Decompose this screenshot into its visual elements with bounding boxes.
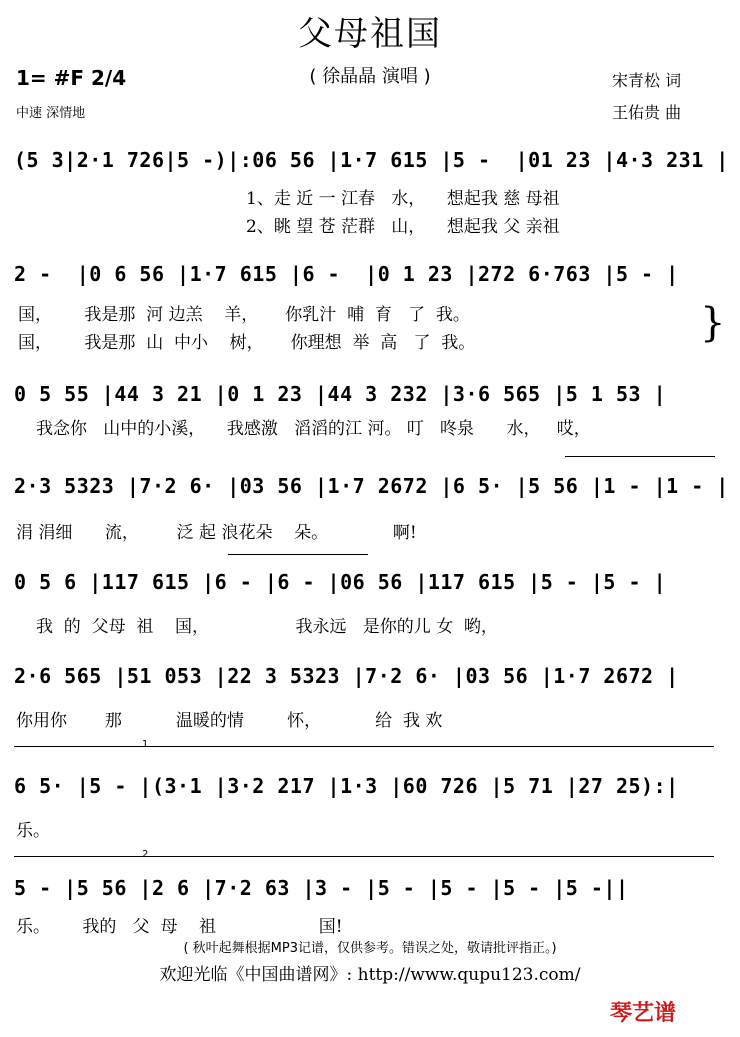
score-row-4-notes: 2·3 5323 |7·2 6· |03 56 |1·7 2672 |6 5· |5 56 |1 - |1 - | <box>14 474 729 498</box>
score-row-4-lyric: 涓 涓细 流， 泛 起 浪花朵 朵。 啊! <box>16 523 417 543</box>
verse-brace: } <box>700 300 726 346</box>
site-link[interactable]: 欢迎光临《中国曲谱网》: http://www.qupu123.com/ <box>159 965 581 985</box>
key-signature: 1= #F 2/4 <box>16 66 127 90</box>
score-row-8-notes: 5 - |5 56 |2 6 |7·2 63 |3 - |5 - |5 - |5 - |5 -|| <box>14 876 629 900</box>
song-title: 父母祖国 <box>298 14 442 54</box>
transcription-note: ( 秋叶起舞根据MP3记谱，仅供参考。错误之处，敬请批评指正。) <box>183 941 557 956</box>
score-row-1-notes: (5 3|2·1 726|5 -)|:06 56 |1·7 615 |5 - |01 23 |4·3 231 | <box>14 148 729 172</box>
score-row-7-notes: 6 5· |5 - |(3·1 |3·2 217 |1·3 |60 726 |5 71 |27 25):| <box>14 774 679 798</box>
score-row-2-lyric-1: 国， 我是那 河 边羔 羊， 你乳汁 哺 育 了 我。 <box>18 305 470 325</box>
score-row-3-lyric: 我念你 山中的小溪， 我感激 滔滔的江 河。 叮 咚泉 水， 哎， <box>36 419 591 439</box>
volta-2-bracket <box>14 856 714 857</box>
score-row-6-lyric: 你用你 那 温暖的情 怀， 给 我 欢 <box>16 711 443 731</box>
volta-1-bracket <box>14 746 714 747</box>
score-row-2-lyric-2: 国， 我是那 山 中小 树， 你理想 举 高 了 我。 <box>18 333 476 353</box>
performer: ( 徐晶晶 演唱 ) <box>309 66 431 87</box>
score-row-1-lyric-2: 2、眺 望 苍 茫群 山， 想起我 父 亲祖 <box>246 217 560 237</box>
volta-2-label: 2 <box>142 849 149 860</box>
score-row-7-lyric: 乐。 <box>16 821 50 841</box>
score-row-8-lyric: 乐。 我的 父 母 祖 国! <box>16 917 343 937</box>
score-row-3-notes: 0 5 55 |44 3 21 |0 1 23 |44 3 232 |3·6 565 |5 1 53 | <box>14 382 667 406</box>
slur-line <box>565 456 715 457</box>
slur-line <box>228 554 368 555</box>
score-row-6-notes: 2·6 565 |51 053 |22 3 5323 |7·2 6· |03 56 |1·7 2672 | <box>14 664 679 688</box>
lyricist-credit: 宋青松 词 <box>612 71 682 90</box>
volta-1-label: 1 <box>142 739 149 750</box>
score-row-1-lyric-1: 1、走 近 一 江春 水， 想起我 慈 母祖 <box>246 189 560 209</box>
score-row-2-notes: 2 - |0 6 56 |1·7 615 |6 - |0 1 23 |272 6·763 |5 - | <box>14 262 679 286</box>
tempo-marking: 中速 深情地 <box>16 106 86 121</box>
score-row-5-notes: 0 5 6 |117 615 |6 - |6 - |06 56 |117 615 |5 - |5 - | <box>14 570 667 594</box>
score-row-5-lyric: 我 的 父母 祖 国， 我永远 是你的儿 女 哟， <box>36 617 498 637</box>
composer-credit: 王佑贵 曲 <box>612 103 682 122</box>
site-logo: 琴艺谱 <box>610 1001 677 1026</box>
